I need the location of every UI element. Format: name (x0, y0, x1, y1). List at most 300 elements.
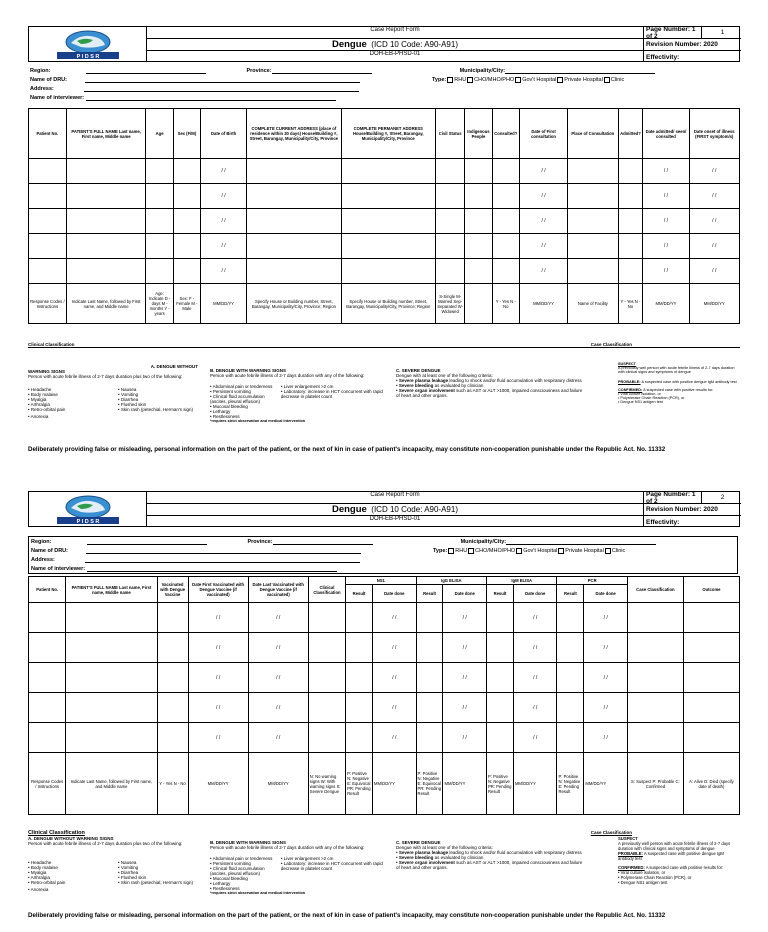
type-checkbox-cho[interactable] (467, 77, 473, 83)
t1-cell[interactable] (435, 184, 464, 209)
t2-cell[interactable] (66, 723, 157, 753)
t2-cell[interactable] (346, 633, 373, 663)
t2-code-15: A: Alive D: Died (specify date of death) (683, 753, 739, 815)
list-item: • Retro-orbital pain (28, 407, 118, 412)
t2-cell[interactable] (584, 603, 628, 633)
date-blank: / / (533, 674, 538, 681)
t1-cell[interactable] (568, 159, 618, 184)
t1-cell[interactable] (173, 259, 200, 284)
dru-field[interactable] (85, 77, 360, 83)
t1-cell[interactable] (435, 234, 464, 259)
c-title: C. SEVERE DENGUE (396, 368, 441, 373)
date-blank: / / (603, 614, 608, 621)
list-item: • Skin rash (petechial, Herman's sign) (118, 880, 193, 885)
t1-cell[interactable] (643, 184, 689, 209)
logo-text: P I D S R (76, 518, 99, 524)
list-item: • Polymerase Chain Reaction (PCR), or (618, 875, 740, 880)
table-row (29, 209, 740, 234)
t2-header-7: IgG ELISA (416, 577, 486, 585)
t2-cell[interactable] (557, 633, 584, 663)
region-label: Region: (31, 538, 52, 545)
t2-cell[interactable] (683, 693, 739, 723)
t1-cell[interactable] (643, 209, 689, 234)
t2-cell[interactable] (248, 633, 308, 663)
t1-cell[interactable] (341, 209, 435, 234)
disease-name: Dengue (331, 39, 367, 50)
t1-cell[interactable] (618, 184, 643, 209)
t2-code-4: MM/DD/YY (248, 753, 308, 815)
province-field[interactable] (272, 68, 372, 74)
t2-cell[interactable] (248, 723, 308, 753)
date-blank: / / (221, 218, 226, 224)
t1-header-8: Indigenous People (465, 109, 492, 159)
t2-cell[interactable] (584, 693, 628, 723)
type-checkbox-rhu[interactable] (448, 548, 454, 554)
t1-cell[interactable] (341, 159, 435, 184)
t2-cell[interactable] (66, 663, 157, 693)
type-checkbox-gov[interactable] (515, 77, 521, 83)
t2-cell[interactable] (584, 723, 628, 753)
a-text: Person with acute febrile illness of 2-7 days duration plus two of the following: (28, 374, 183, 379)
t1-cell[interactable] (465, 234, 492, 259)
effectivity-label: Effectivity: (646, 518, 680, 526)
t1-cell[interactable] (492, 209, 519, 234)
interviewer-field[interactable] (86, 95, 336, 101)
t2-cell[interactable] (443, 693, 487, 723)
form-title-block (147, 27, 644, 61)
t2-cell[interactable] (416, 723, 443, 753)
t2-cell[interactable] (627, 663, 683, 693)
t2-cell[interactable] (188, 723, 248, 753)
t2-cell[interactable] (66, 633, 157, 663)
t2-cell[interactable] (557, 693, 584, 723)
date-blank: / / (541, 193, 546, 199)
t2-cell[interactable] (373, 723, 417, 753)
t1-cell[interactable] (146, 184, 173, 209)
t2-cell[interactable] (416, 603, 443, 633)
t2-cell[interactable] (157, 723, 188, 753)
t2-cell[interactable] (373, 693, 417, 723)
t1-cell[interactable] (247, 184, 341, 209)
type-checkbox-cho[interactable] (468, 548, 474, 554)
t1-header-1: PATIENT'S FULL NAME Last name, First name, Middle name (66, 109, 146, 159)
date-blank: / / (216, 734, 221, 741)
t1-cell[interactable] (618, 259, 643, 284)
c-criteria-1: leading to shock and/or fluid accumulation with respiratory distress (449, 378, 582, 383)
t2-cell[interactable] (443, 633, 487, 663)
t1-cell[interactable] (247, 259, 341, 284)
t2-cell[interactable] (627, 633, 683, 663)
table-row (29, 693, 740, 723)
t1-cell[interactable] (618, 234, 643, 259)
t1-header-13: Date admitted/ seen/ consulted (643, 109, 689, 159)
t2-cell[interactable] (346, 603, 373, 633)
t1-cell[interactable] (465, 259, 492, 284)
dru-label: Name of DRU: (31, 547, 68, 554)
t2-cell[interactable] (29, 693, 66, 723)
list-item: • Restlessness (210, 414, 281, 419)
table-row (29, 259, 740, 284)
date-blank: / / (216, 614, 221, 621)
list-item: • Laboratory: increase in HCT concurrent with rapid decrease in platelet count (281, 389, 400, 399)
t2-cell[interactable] (248, 603, 308, 633)
t1-header-2: Age (146, 109, 173, 159)
form-header-2 (28, 491, 740, 527)
probable-label: PROBABLE: (618, 380, 641, 384)
t2-cell[interactable] (557, 663, 584, 693)
t2-cell[interactable] (188, 693, 248, 723)
t2-cell[interactable] (157, 633, 188, 663)
t2-cell[interactable] (557, 603, 584, 633)
t2-code-12: P: Positive N: Negative E: Pending Result (557, 753, 584, 815)
t2-cell[interactable] (157, 693, 188, 723)
t1-cell[interactable] (146, 234, 173, 259)
case-report-label: Case Report Form (370, 492, 420, 498)
t1-cell[interactable] (66, 184, 146, 209)
t1-cell[interactable] (689, 259, 739, 284)
region-field[interactable] (86, 68, 206, 74)
c-criteria-1: leading to shock and/or fluid accumulation with respiratory distress (449, 850, 582, 855)
a-symptom-list-2 (118, 387, 193, 412)
t1-header-12: Admitted? (618, 109, 643, 159)
t1-cell[interactable] (435, 159, 464, 184)
t1-cell[interactable] (173, 209, 200, 234)
icd-code: (ICD 10 Code: A90-A91) (371, 40, 458, 49)
region-field[interactable] (87, 539, 207, 545)
t2-cell[interactable] (443, 603, 487, 633)
a-symptom-list-1 (28, 860, 118, 885)
b-title: B. DENGUE WITH WARNING SIGNS (210, 368, 287, 373)
address-label: Address: (31, 556, 55, 563)
list-item: • Headache (28, 860, 118, 865)
t1-cell[interactable] (341, 259, 435, 284)
t2-code-9: MM/DD/YY (443, 753, 487, 815)
t1-cell[interactable] (201, 184, 247, 209)
suspect-text: A previously well person with acute febrile illness of 2-7 days duration with clinical signs and symptoms of dengue (618, 841, 731, 851)
t2-cell[interactable] (248, 663, 308, 693)
t2-cell[interactable] (513, 693, 557, 723)
list-item: • Body malaise (28, 865, 118, 870)
type-checkbox-clinic[interactable] (605, 548, 611, 554)
t2-code-10: P: Positive N: Negative PR: Pending Result (487, 753, 514, 815)
t1-cell[interactable] (643, 159, 689, 184)
t2-cell[interactable] (248, 693, 308, 723)
c-criteria-2: as evaluated by clinician (434, 383, 484, 388)
t1-cell[interactable] (519, 234, 567, 259)
t1-cell[interactable] (66, 209, 146, 234)
t1-cell[interactable] (689, 234, 739, 259)
t1-cell[interactable] (29, 159, 67, 184)
c-criteria-3-bold: Severe organ involvement (398, 860, 455, 865)
type-checkbox-rhu[interactable] (447, 77, 453, 83)
t1-cell[interactable] (435, 209, 464, 234)
t2-cell[interactable] (513, 723, 557, 753)
t2-cell[interactable] (487, 693, 514, 723)
t2-cell[interactable] (308, 723, 345, 753)
t1-cell[interactable] (201, 234, 247, 259)
interviewer-field[interactable] (87, 566, 337, 572)
t1-code-3: Sex: F - Female M - Male (173, 284, 200, 324)
t2-cell[interactable] (513, 663, 557, 693)
t2-cell[interactable] (487, 663, 514, 693)
t1-cell[interactable] (465, 159, 492, 184)
c-criteria-3: such as AST or ALT >1000, impaired consciousness and failure of heart and other organs. (396, 388, 583, 398)
t1-cell[interactable] (519, 184, 567, 209)
t1-cell[interactable] (568, 259, 618, 284)
list-item: • Arthralgia (28, 875, 118, 880)
t2-cell[interactable] (584, 633, 628, 663)
t1-cell[interactable] (643, 259, 689, 284)
t1-cell[interactable] (146, 259, 173, 284)
t1-cell[interactable] (29, 184, 67, 209)
t2-cell[interactable] (188, 633, 248, 663)
t2-cell[interactable] (157, 663, 188, 693)
t2-cell[interactable] (29, 723, 66, 753)
suspect-label: SUSPECT (618, 362, 636, 366)
t1-code-7: S-Single M-Married Sep-Separated W-Widowed (435, 284, 464, 324)
confirmed-text: A suspected case with positive results for: (643, 388, 714, 392)
legal-footer-2: Deliberately providing false or misleading, personal information on the part of the patient, or the next of kin in case of patient's incapacity, may constitute non-cooperation punishable under the Republic Act. No. 11332 (28, 912, 666, 919)
t2-cell[interactable] (346, 723, 373, 753)
t1-code-12: Y - Yes N - No (618, 284, 643, 324)
t2-sub-result: Result (416, 585, 443, 603)
t2-cell[interactable] (627, 603, 683, 633)
t1-cell[interactable] (341, 234, 435, 259)
t1-cell[interactable] (146, 159, 173, 184)
type-checkbox-private[interactable] (558, 548, 564, 554)
date-blank: / / (541, 168, 546, 174)
t2-cell[interactable] (373, 603, 417, 633)
t2-cell[interactable] (443, 663, 487, 693)
date-blank: / / (603, 674, 608, 681)
t1-cell[interactable] (173, 184, 200, 209)
t2-cell[interactable] (487, 603, 514, 633)
table-row (29, 159, 740, 184)
table-row (29, 184, 740, 209)
a-title: A. DENGUE WITHOUT (150, 364, 198, 369)
t2-cell[interactable] (513, 633, 557, 663)
t2-cell[interactable] (487, 633, 514, 663)
date-blank: / / (663, 268, 669, 274)
t2-cell[interactable] (373, 633, 417, 663)
t1-cell[interactable] (29, 259, 67, 284)
t1-cell[interactable] (618, 159, 643, 184)
municipality-field[interactable] (506, 539, 656, 545)
confirmed-label: CONFIRMED: (618, 388, 643, 392)
type-checkbox-gov[interactable] (516, 548, 522, 554)
date-blank: / / (533, 704, 538, 711)
a-anorexia: Anorexia (30, 414, 49, 419)
t1-cell[interactable] (66, 159, 146, 184)
date-blank: / / (603, 704, 608, 711)
t2-header-1: PATIENT'S FULL NAME Last name, First name, Middle name (66, 577, 157, 603)
address-field[interactable] (85, 557, 360, 563)
t2-cell[interactable] (416, 663, 443, 693)
t1-cell[interactable] (689, 209, 739, 234)
list-item: • Myalgia (28, 397, 118, 402)
t2-code-7: MM/DD/YY (373, 753, 417, 815)
list-item: • Flushed skin (118, 875, 193, 880)
municipality-field[interactable] (505, 68, 655, 74)
t1-cell[interactable] (689, 159, 739, 184)
province-field[interactable] (273, 539, 373, 545)
t2-cell[interactable] (308, 603, 345, 633)
t1-cell[interactable] (29, 209, 67, 234)
type-checkbox-private[interactable] (557, 77, 563, 83)
t2-cell[interactable] (66, 693, 157, 723)
t2-cell[interactable] (308, 633, 345, 663)
suspect-text: A previously well person with acute febrile illness of 2-7 days duration with clinical signs and symptoms of dengue (618, 366, 735, 374)
form-page-2 (0, 488, 768, 932)
t2-cell[interactable] (416, 693, 443, 723)
t2-code-8: P: Positive N: Negative E: Equivocal PR: Pending Result (416, 753, 443, 815)
list-item: • Liver enlargement >2 cm (281, 384, 400, 389)
t1-cell[interactable] (568, 209, 618, 234)
t2-cell[interactable] (627, 723, 683, 753)
date-blank: / / (541, 243, 546, 249)
t2-cell[interactable] (443, 723, 487, 753)
table-row (29, 633, 740, 663)
list-item: • Arthralgia (28, 402, 118, 407)
t2-cell[interactable] (29, 603, 66, 633)
t1-cell[interactable] (519, 159, 567, 184)
t2-cell[interactable] (66, 603, 157, 633)
dru-field[interactable] (86, 548, 361, 554)
probable-text: A suspected case with positive dengue IgM antibody test (641, 380, 737, 384)
t2-cell[interactable] (513, 603, 557, 633)
t2-cell[interactable] (308, 693, 345, 723)
t2-header-4: Date Last Vaccinated with Dengue Vaccine (if vaccinated) (248, 577, 308, 603)
date-blank: / / (663, 193, 669, 199)
t2-cell[interactable] (683, 663, 739, 693)
type-checkbox-clinic[interactable] (604, 77, 610, 83)
date-blank: / / (462, 704, 467, 711)
t2-cell[interactable] (487, 723, 514, 753)
t1-cell[interactable] (29, 234, 67, 259)
province-label: Province: (247, 538, 273, 545)
suspect-label: SUSPECT (618, 836, 638, 841)
t2-cell[interactable] (557, 723, 584, 753)
t1-cell[interactable] (492, 234, 519, 259)
t2-sub-date: Date done (373, 585, 417, 603)
pidsr-logo (29, 27, 147, 61)
t1-cell[interactable] (519, 209, 567, 234)
t1-cell[interactable] (618, 209, 643, 234)
t2-sub-date: Date done (513, 585, 557, 603)
b-note: *requires strict observation and medical intervention (210, 891, 306, 895)
t2-header-0: Patient No. (29, 577, 66, 603)
b-note: *requires strict observation and medical intervention (210, 419, 306, 423)
t1-cell[interactable] (247, 209, 341, 234)
t1-cell[interactable] (519, 259, 567, 284)
date-blank: / / (462, 674, 467, 681)
t2-cell[interactable] (157, 603, 188, 633)
t1-cell[interactable] (492, 159, 519, 184)
date-blank: / / (462, 644, 467, 651)
probable-label: PROBABLE: (618, 851, 643, 856)
t1-cell[interactable] (173, 234, 200, 259)
t1-header-14: Date onset of illness (FIRST symptom/s) (689, 109, 739, 159)
t2-cell[interactable] (683, 603, 739, 633)
t1-cell[interactable] (568, 234, 618, 259)
t1-cell[interactable] (435, 259, 464, 284)
interviewer-label: Name of interviewer: (30, 94, 85, 101)
t2-cell[interactable] (346, 663, 373, 693)
t1-cell[interactable] (568, 184, 618, 209)
address-label: Address: (30, 85, 54, 92)
t2-cell[interactable] (683, 723, 739, 753)
pidsr-logo-icon (53, 29, 123, 59)
revision-label: Revision Number: 2020 (646, 506, 718, 513)
t1-cell[interactable] (247, 159, 341, 184)
t1-cell[interactable] (247, 234, 341, 259)
t2-cell[interactable] (188, 663, 248, 693)
b-warning-list-2 (281, 856, 400, 891)
t2-cell[interactable] (416, 633, 443, 663)
t1-cell[interactable] (173, 159, 200, 184)
a-title-2: WARNING SIGNS (28, 369, 66, 374)
t1-header-0: Patient No. (29, 109, 67, 159)
a-symptom-list-2 (118, 860, 193, 885)
b-text: Person with acute febrile illness of 2-7 days duration with any of the following: (210, 373, 365, 378)
list-item: • Mucosal bleeding (210, 876, 281, 881)
t2-header-6: NS1 (346, 577, 416, 585)
t1-cell[interactable] (492, 259, 519, 284)
t1-cell[interactable] (146, 209, 173, 234)
t2-cell[interactable] (29, 633, 66, 663)
t1-cell[interactable] (465, 209, 492, 234)
t2-code-5: N: No warning signs W: With warning signs S: Severe Dengue (308, 753, 345, 815)
address-field[interactable] (84, 86, 359, 92)
t1-cell[interactable] (201, 159, 247, 184)
t2-header-8: IgM ELISA (487, 577, 557, 585)
t1-header-5: COMPLETE CURRENT ADDRESS (place of residence within 30 days) House/Building #, Street, Barangay, Municipality/City, Province (247, 109, 341, 159)
list-item: • Restlessness (210, 886, 281, 891)
t1-cell[interactable] (341, 184, 435, 209)
t2-cell[interactable] (29, 663, 66, 693)
t2-cell[interactable] (188, 603, 248, 633)
c-criteria-2-bold: Severe bleeding (398, 855, 434, 860)
t2-cell[interactable] (584, 663, 628, 693)
t1-cell[interactable] (465, 184, 492, 209)
t1-cell[interactable] (66, 259, 146, 284)
date-blank: / / (392, 734, 397, 741)
t2-cell[interactable] (373, 663, 417, 693)
list-item: • Body malaise (28, 392, 118, 397)
date-blank: / / (276, 734, 281, 741)
confirmed-list (618, 870, 740, 885)
t1-cell[interactable] (689, 184, 739, 209)
confirmed-list (618, 392, 740, 404)
t1-cell[interactable] (201, 209, 247, 234)
t2-cell[interactable] (683, 633, 739, 663)
table-row (29, 234, 740, 259)
t1-cell[interactable] (492, 184, 519, 209)
t2-cell[interactable] (627, 693, 683, 723)
list-item: • Persistent vomiting (210, 861, 281, 866)
table-row (29, 663, 740, 693)
t1-cell[interactable] (66, 234, 146, 259)
t1-cell[interactable] (201, 259, 247, 284)
t2-cell[interactable] (308, 663, 345, 693)
t2-header-11: Outcome (683, 577, 739, 603)
t2-header-2: Vaccinated with Dengue Vaccine (157, 577, 188, 603)
patient-table-1 (28, 108, 740, 324)
t2-cell[interactable] (346, 693, 373, 723)
date-blank: / / (712, 193, 717, 199)
t1-cell[interactable] (643, 234, 689, 259)
list-item: • Diarrhea (118, 397, 193, 402)
